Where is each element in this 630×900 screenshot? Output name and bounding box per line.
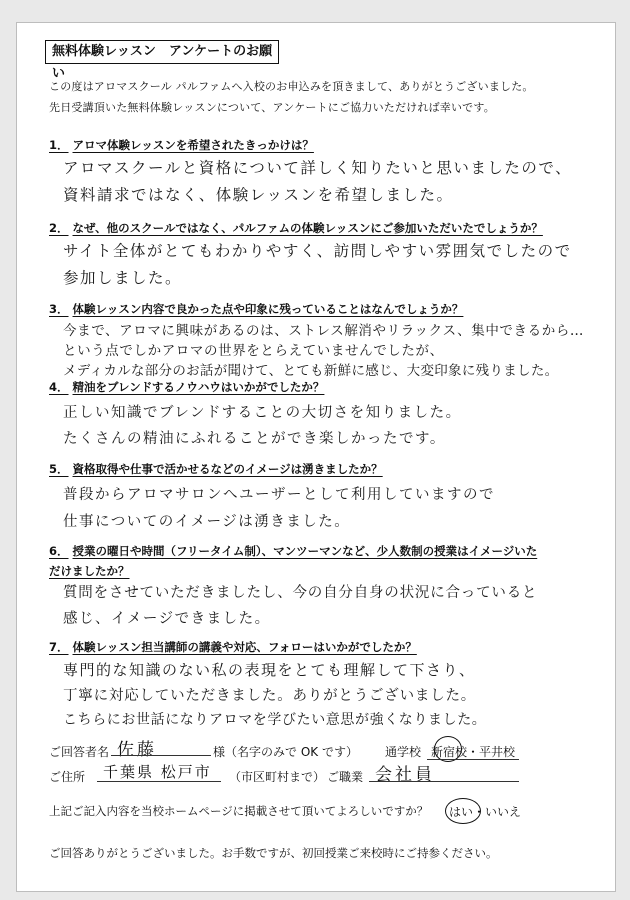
answer-5-line-2: 仕事についてのイメージは湧きました。 [63,514,351,530]
name-suffix: 様（名字のみで OK です） [213,745,358,759]
job-value: 会社員 [375,765,435,785]
question-1: 1． アロマ体験レッスンを希望されたきっかけは？ [49,138,314,152]
answer-3-line-2: という点でしかアロマの世界をとらえていませんでしたが、 [63,343,444,359]
name-value: 佐藤 [117,740,157,760]
name-label: ご回答者名 [49,745,110,759]
answer-6-line-1: 質問をさせていただきましたし、今の自分自身の状況に合っていると [63,585,538,601]
intro-line-1: この度はアロマスクール パルファムへ入校のお申込みを頂きまして、ありがとうございました。 [49,80,534,93]
answer-3-line-1: 今まで、アロマに興味があるのは、ストレス解消やリラックス、集中できるから… [63,323,585,339]
answer-4-line-1: 正しい知識でブレンドすることの大切さを知りました。 [63,405,462,421]
question-3: 3． 体験レッスン内容で良かった点や印象に残っていることはなんでしょうか？ [49,302,464,316]
address-value: 千葉県 松戸市 [103,763,212,781]
address-suffix: （市区町村まで） [229,770,326,784]
question-6-continued: だけましたか？ [49,564,130,578]
question-6: 6． 授業の曜日や時間（フリータイム制）、マンツーマンなど、少人数制の授業はイメージいた [49,544,538,558]
question-4: 4． 精油をブレンドするノウハウはいかがでしたか？ [49,380,325,394]
consent-question: 上記ご記入内容を当校ホームページに掲載させて頂いてよろしいですか？ [49,804,429,818]
answer-7-line-3: こちらにお世話になりアロマを学びたい意思が強くなりました。 [63,712,487,728]
job-underline [369,781,519,782]
survey-title: 無料体験レッスン アンケートのお願い [45,40,279,64]
closing-message: ご回答ありがとうございました。お手数ですが、初回授業ご来校時にご持参ください。 [49,846,498,860]
school-label: 通学校 [385,745,422,759]
answer-4-line-2: たくさんの精油にふれることができ楽しかったです。 [63,431,446,447]
question-2: 2． なぜ、他のスクールではなく、パルファムの体験レッスンにご参加いただいたでしょうか？ [49,221,543,235]
survey-sheet [16,22,616,892]
answer-5-line-1: 普段からアロマサロンへユーザーとして利用していますので [63,487,495,503]
intro-line-2: 先日受講頂いた無料体験レッスンについて、アンケートにご協力いただければ幸いです。 [49,101,495,114]
consent-options: はい・いいえ [449,805,522,819]
name-underline [111,755,211,756]
answer-2-line-1: サイト全体がとてもわかりやすく、訪問しやすい雰囲気でしたので [63,242,572,260]
consent-no[interactable]: いいえ [485,805,522,819]
school-value: 新宿校・平井校 [431,745,516,759]
answer-1-line-1: アロマスクールと資格について詳しく知りたいと思いましたので、 [63,159,573,177]
question-5: 5． 資格取得や仕事で活かせるなどのイメージは湧きましたか？ [49,462,383,476]
consent-yes[interactable]: はい [449,805,474,819]
job-label: ご職業 [327,770,364,784]
school-underline [427,759,519,760]
answer-6-line-2: 感じ、イメージできました。 [63,611,271,627]
address-label: ご住所 [49,770,86,784]
answer-2-line-2: 参加しました。 [63,269,183,287]
question-7: 7． 体験レッスン担当講師の講義や対応、フォローはいかがでしたか？ [49,640,417,654]
address-underline [97,781,221,782]
answer-1-line-2: 資料請求ではなく、体験レッスンを希望しました。 [63,186,454,204]
answer-7-line-1: 専門的な知識のない私の表現をとても理解して下さり、 [63,661,476,679]
answer-7-line-2: 丁寧に対応していただきました。ありがとうございました。 [63,688,477,704]
consent-yes-circle [445,798,481,824]
answer-3-line-3: メディカルな部分のお話が聞けて、とても新鮮に感じ、大変印象に残りました。 [63,363,559,379]
